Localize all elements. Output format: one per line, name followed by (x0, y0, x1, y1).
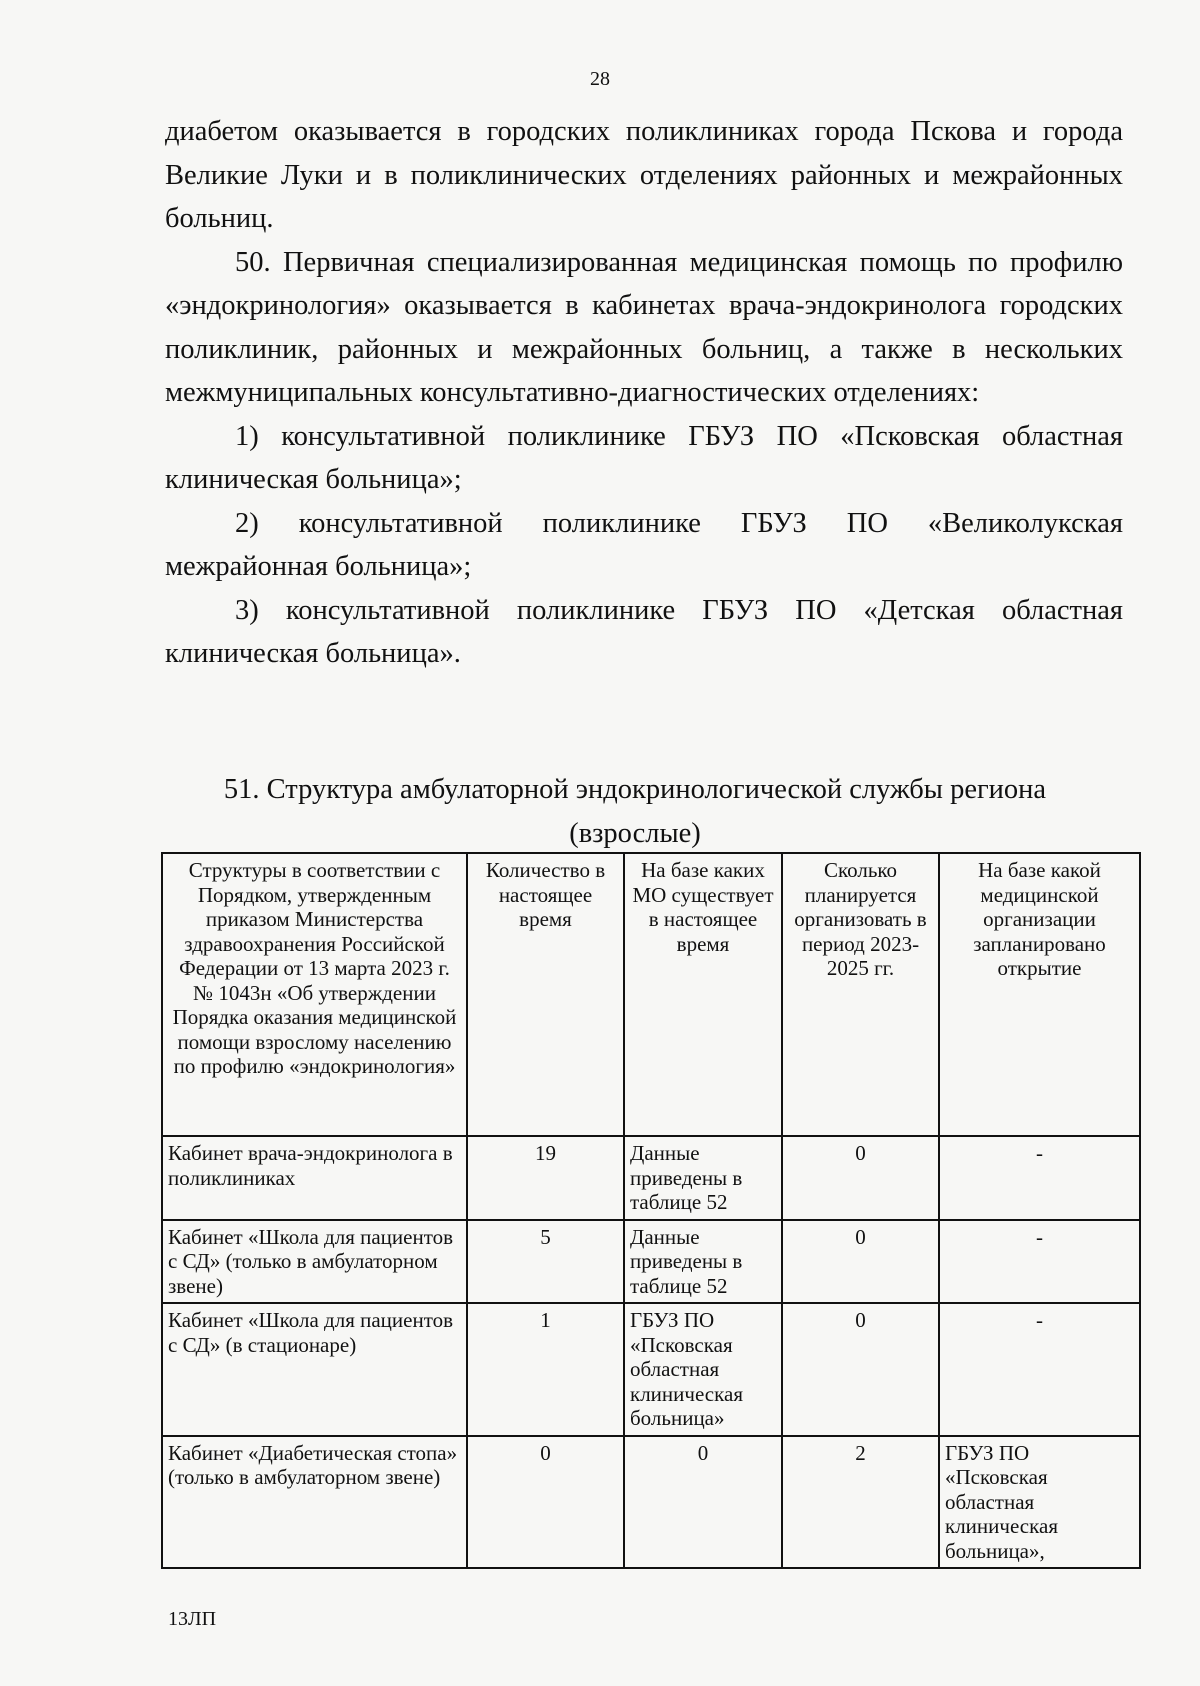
table-header-row (162, 853, 1140, 1136)
table-title (150, 768, 1120, 856)
page-number: 28 (590, 68, 610, 90)
paragraph: 50. Первичная специализированная медицинская помощь по профилю «эндокринология» оказывается в кабинетах врача-эндокринолога городских поликлиник, районных и межрайонных больниц, а также в нескольких межмуниципальных консультативно-диагностических отделениях: (165, 246, 1123, 408)
paragraph: 3) консультативной поликлинике ГБУЗ ПО «Детская областная клиническая больница». (165, 594, 1123, 669)
table-cell: 0 (624, 1436, 782, 1569)
header-cell: На базе каких МО существует в настоящее время (624, 853, 782, 1136)
table-cell: Данные приведены в таблице 52 (624, 1220, 782, 1304)
header-cell: Количество в настоящее время (467, 853, 624, 1136)
table-cell: Данные приведены в таблице 52 (624, 1136, 782, 1220)
header-cell: Сколько планируется организовать в период 2023-2025 гг. (782, 853, 939, 1136)
table-cell: 0 (782, 1136, 939, 1220)
table-cell: ГБУЗ ПО «Псковская областная клиническая больница» (624, 1303, 782, 1436)
paragraph: 1) консультативной поликлинике ГБУЗ ПО «Псковская областная клиническая больница»; (165, 420, 1123, 495)
table-row (162, 1436, 1140, 1569)
table-cell: - (939, 1136, 1140, 1220)
table-row (162, 1303, 1140, 1436)
table-title-line: (взрослые) (569, 818, 701, 849)
table-cell: Кабинет «Диабетическая стопа» (только в амбулаторном звене) (162, 1436, 467, 1569)
table-cell: 1 (467, 1303, 624, 1436)
header-cell: На базе какой медицинской организации запланировано открытие (939, 853, 1140, 1136)
table-cell: Кабинет врача-эндокринолога в поликлиниках (162, 1136, 467, 1220)
table-cell: 0 (467, 1436, 624, 1569)
table-cell: 2 (782, 1436, 939, 1569)
table-cell: 0 (782, 1220, 939, 1304)
table-cell: Кабинет «Школа для пациентов с СД» (только в амбулаторном звене) (162, 1220, 467, 1304)
table-cell: 0 (782, 1303, 939, 1436)
table-cell: - (939, 1220, 1140, 1304)
paragraph: 2) консультативной поликлинике ГБУЗ ПО «Великолукская межрайонная больница»; (165, 507, 1123, 582)
table-cell: 5 (467, 1220, 624, 1304)
paragraph: диабетом оказывается в городских поликлиниках города Пскова и города Великие Луки и в поликлинических отделениях районных и межрайонных больниц. (165, 116, 1123, 234)
table-cell: 19 (467, 1136, 624, 1220)
table-cell: - (939, 1303, 1140, 1436)
body-text (165, 110, 1123, 676)
table-row (162, 1220, 1140, 1304)
table-row (162, 1136, 1140, 1220)
table-title-line: 51. Структура амбулаторной эндокринологической службы региона (223, 774, 1047, 805)
endocrinology-structure-table (161, 852, 1141, 1569)
table-cell: ГБУЗ ПО «Псковская областная клиническая больница», (939, 1436, 1140, 1569)
footer-code: 13ЛП (168, 1608, 217, 1630)
table-cell: Кабинет «Школа для пациентов с СД» (в стационаре) (162, 1303, 467, 1436)
header-cell: Структуры в соответствии с Порядком, утвержденным приказом Министерства здравоохранения Российской Федерации от 13 марта 2023 г. № 1043н «Об утверждении Порядка оказания медицинской помощи взрослому населению по профилю «эндокринология» (162, 853, 467, 1136)
